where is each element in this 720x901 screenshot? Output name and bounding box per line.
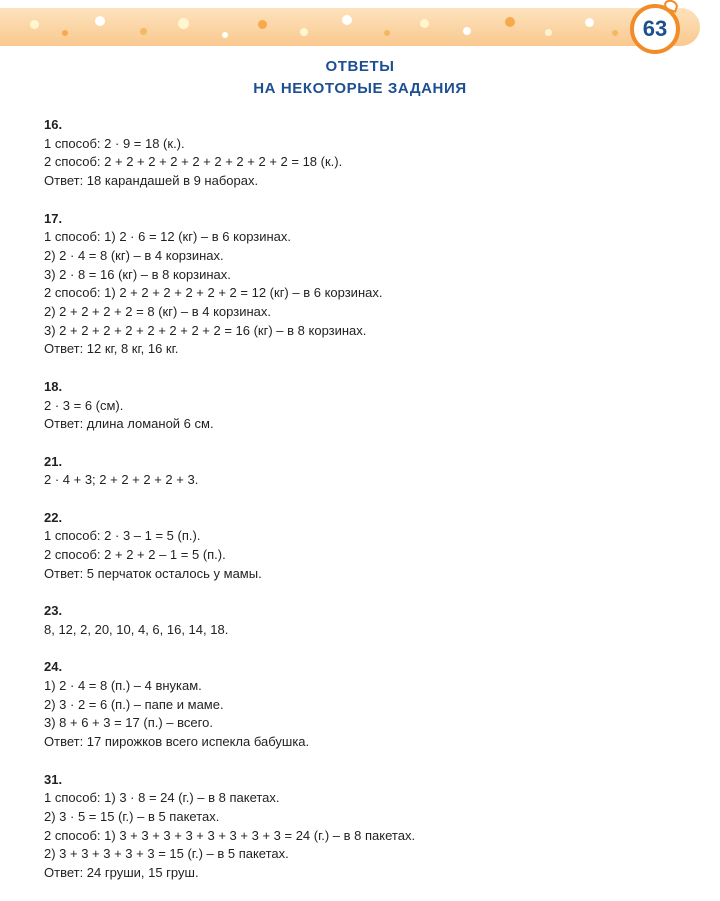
answers-list [44,116,684,901]
answer-block [44,453,684,490]
banner-dot [300,28,308,36]
banner-dot [420,19,429,28]
banner-dot [585,18,594,27]
banner-dot [178,18,189,29]
answer-line: 1 способ: 2 · 9 = 18 (к.). [44,135,185,151]
answer-block [44,116,684,191]
answer-line: 2 способ: 2 + 2 + 2 – 1 = 5 (п.). [44,547,226,563]
answer-line: Ответ: 5 перчаток осталось у мамы. [44,565,262,581]
answer-line: Ответ: 24 груши, 15 груш. [44,865,199,881]
answer-line: 3) 8 + 6 + 3 = 17 (п.) – всего. [44,715,213,731]
banner-dot [612,30,618,36]
answer-line: 1 способ: 1) 2 · 6 = 12 (кг) – в 6 корзинах. [44,229,292,245]
answer-block [44,771,684,883]
task-number: 24. [44,659,63,675]
answer-line: 2 способ: 1) 3 + 3 + 3 + 3 + 3 + 3 + 3 + 3 = 24 (г.) – в 8 пакетах. [44,827,416,843]
task-number: 31. [44,771,63,787]
page-title [0,56,720,100]
answer-line: 2) 2 + 2 + 2 + 2 = 8 (кг) – в 4 корзинах. [44,304,271,320]
banner-dot [30,20,39,29]
banner-dot [258,20,267,29]
banner-dot [222,32,228,38]
answer-line: 3) 2 + 2 + 2 + 2 + 2 + 2 + 2 + 2 = 16 (кг) – в 8 корзинах. [44,322,367,338]
answer-line: Ответ: 12 кг, 8 кг, 16 кг. [44,341,179,357]
answer-block [44,602,684,639]
task-number: 17. [44,210,63,226]
header-banner [0,8,700,46]
page-number: 63 [642,16,668,41]
banner-dot [342,15,352,25]
answer-line: 1 способ: 1) 3 · 8 = 24 (г.) – в 8 пакетах. [44,790,280,806]
answer-block [44,658,684,752]
task-number: 23. [44,603,63,619]
answer-line: 1) 2 · 4 = 8 (п.) – 4 внукам. [44,678,202,693]
answer-line: 8, 12, 2, 20, 10, 4, 6, 16, 14, 18. [44,621,229,637]
banner-dot [384,30,390,36]
banner-dot [463,27,471,35]
banner-dot [545,29,552,36]
banner-dot [95,16,105,26]
answer-line: 2 способ: 2 + 2 + 2 + 2 + 2 + 2 + 2 + 2 + 2 = 18 (к.). [44,154,343,170]
answer-line: 2) 3 + 3 + 3 + 3 + 3 = 15 (г.) – в 5 пакетах. [44,846,289,862]
answer-line: Ответ: 18 карандашей в 9 наборах. [44,173,259,189]
answer-line: Ответ: 17 пирожков всего испекла бабушка. [44,734,310,750]
answer-line: Ответ: длина ломаной 6 см. [44,416,214,432]
answer-line: 2 · 3 = 6 (см). [44,397,124,413]
answer-block [44,210,684,360]
answer-line: 2 · 4 + 3; 2 + 2 + 2 + 2 + 3. [44,472,199,488]
answer-line: 2) 3 · 5 = 15 (г.) – в 5 пакетах. [44,808,220,824]
task-number: 16. [44,117,63,132]
task-number: 22. [44,509,63,525]
banner-dot [62,30,68,36]
task-number: 18. [44,378,63,394]
answer-line: 2) 2 · 4 = 8 (кг) – в 4 корзинах. [44,247,224,263]
answer-line: 3) 2 · 8 = 16 (кг) – в 8 корзинах. [44,266,231,282]
answer-line: 2 способ: 1) 2 + 2 + 2 + 2 + 2 + 2 = 12 (кг) – в 6 корзинах. [44,285,383,301]
banner-dot [140,28,147,35]
task-number: 21. [44,453,63,469]
title-line-1: ОТВЕТЫ [325,58,395,75]
answer-line: 2) 3 · 2 = 6 (п.) – папе и маме. [44,696,224,712]
answer-block [44,378,684,434]
banner-dot [505,17,515,27]
title-line-2: НА НЕКОТОРЫЕ ЗАДАНИЯ [253,80,467,97]
answer-block [44,509,684,584]
answer-line: 1 способ: 2 · 3 – 1 = 5 (п.). [44,528,201,544]
